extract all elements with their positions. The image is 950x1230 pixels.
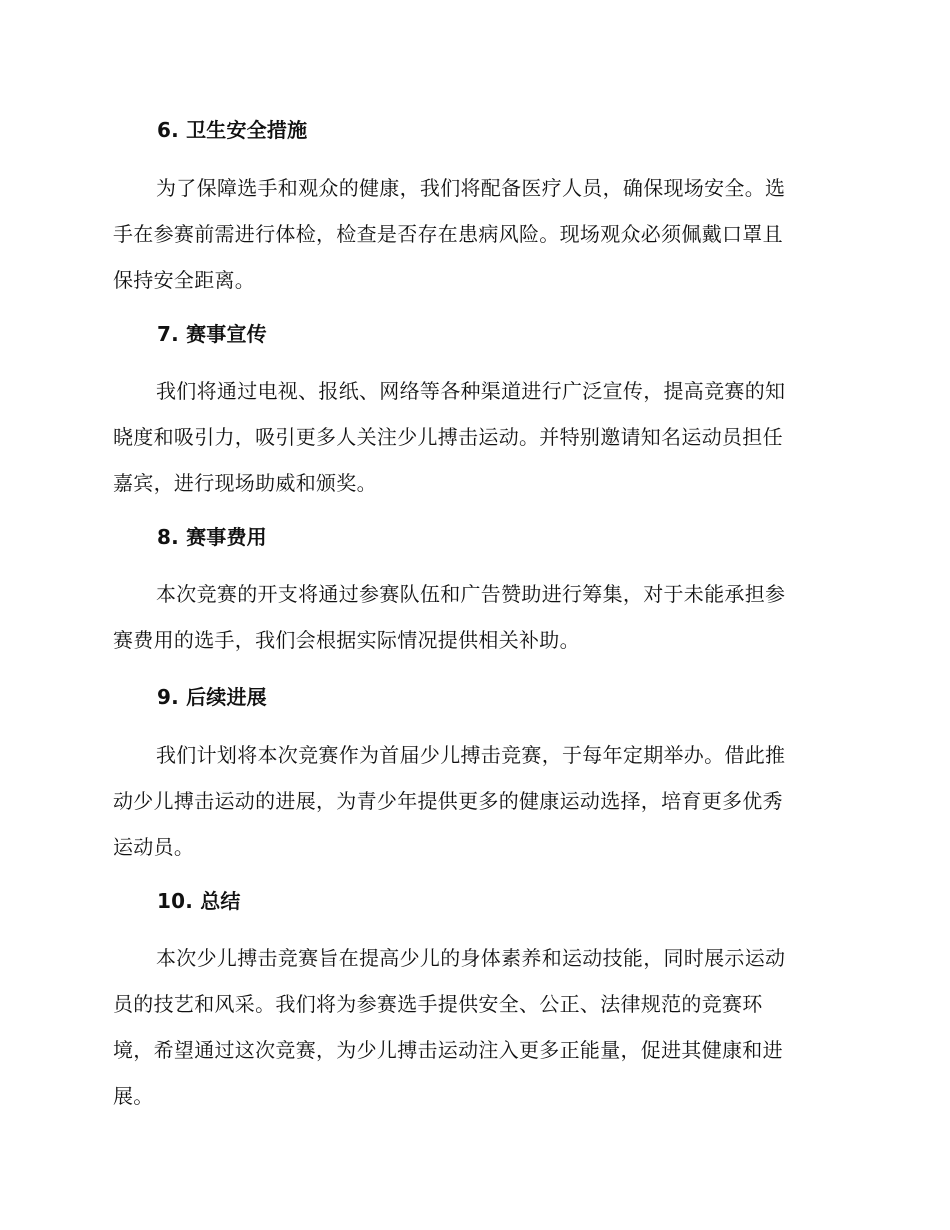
section-paragraph-10 xyxy=(113,935,833,1119)
section-heading-8: 8. 赛事费用 xyxy=(157,525,267,549)
section-paragraph-9 xyxy=(113,732,833,870)
section-paragraph-6 xyxy=(113,165,833,303)
paragraph-line: 本次少儿搏击竞赛旨在提高少儿的身体素养和运动技能，同时展示运动 xyxy=(156,946,786,970)
paragraph-line: 境，希望通过这次竞赛，为少儿搏击运动注入更多正能量，促进其健康和进 xyxy=(113,1038,783,1062)
section-heading-9: 9. 后续进展 xyxy=(157,685,267,709)
paragraph-line: 晓度和吸引力，吸引更多人关注少儿搏击运动。并特别邀请知名运动员担任 xyxy=(113,425,783,449)
paragraph-line: 赛费用的选手，我们会根据实际情况提供相关补助。 xyxy=(113,628,580,652)
paragraph-line: 保持安全距离。 xyxy=(113,268,256,292)
paragraph-line: 我们计划将本次竞赛作为首届少儿搏击竞赛，于每年定期举办。借此推 xyxy=(156,743,786,767)
section-paragraph-7 xyxy=(113,368,833,506)
paragraph-line: 动少儿搏击运动的进展，为青少年提供更多的健康运动选择，培育更多优秀 xyxy=(113,789,783,813)
paragraph-line: 运动员。 xyxy=(113,835,195,859)
section-heading-6: 6. 卫生安全措施 xyxy=(157,118,308,142)
paragraph-line: 员的技艺和风采。我们将为参赛选手提供安全、公正、法律规范的竞赛环 xyxy=(113,992,763,1016)
paragraph-line: 手在参赛前需进行体检，检查是否存在患病风险。现场观众必须佩戴口罩且 xyxy=(113,222,783,246)
section-heading-7: 7. 赛事宣传 xyxy=(157,322,267,346)
section-heading-10: 10. 总结 xyxy=(157,889,241,913)
paragraph-line: 嘉宾，进行现场助威和颁奖。 xyxy=(113,471,377,495)
section-paragraph-8 xyxy=(113,571,833,663)
paragraph-line: 我们将通过电视、报纸、网络等各种渠道进行广泛宣传，提高竞赛的知 xyxy=(156,379,786,403)
paragraph-line: 本次竞赛的开支将通过参赛队伍和广告赞助进行筹集，对于未能承担参 xyxy=(156,582,786,606)
paragraph-line: 为了保障选手和观众的健康，我们将配备医疗人员，确保现场安全。选 xyxy=(156,176,786,200)
paragraph-line: 展。 xyxy=(113,1084,154,1108)
